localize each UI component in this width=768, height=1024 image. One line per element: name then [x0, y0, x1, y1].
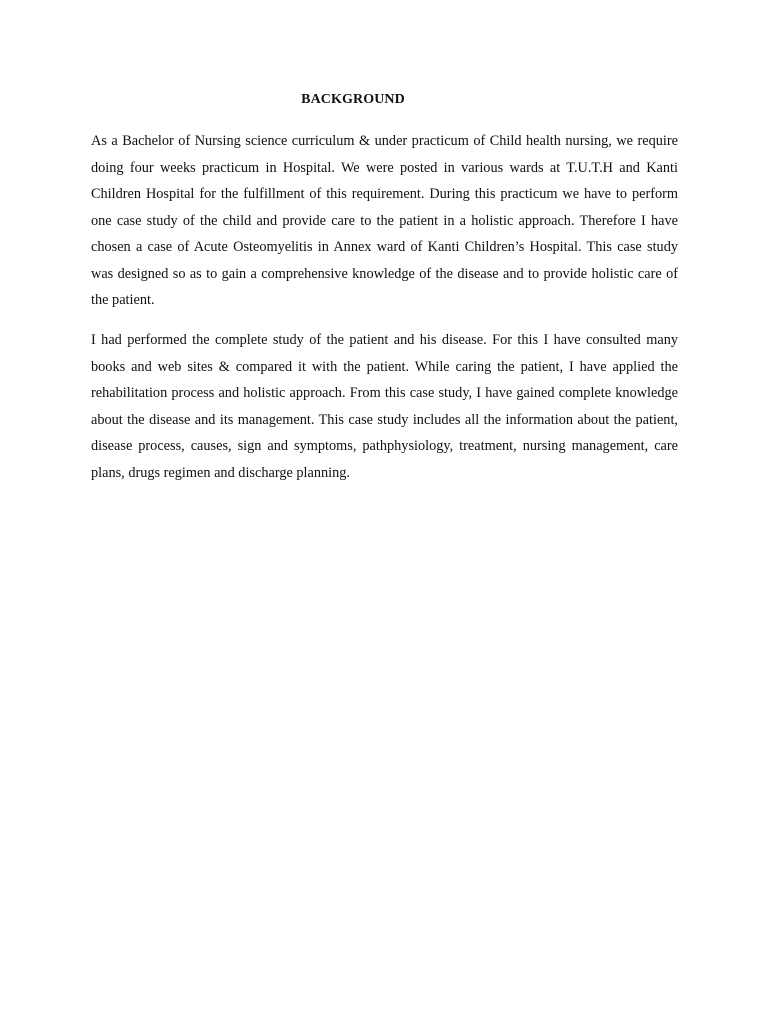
section-heading: BACKGROUND — [301, 92, 405, 107]
paragraph-study-summary — [91, 327, 678, 486]
paragraph-intro — [91, 128, 678, 314]
paragraph-text: As a Bachelor of Nursing science curriculum & under practicum of Child health nursing, we require doing four weeks practicum in Hospital. We were posted in various wards at T.U.T.H and Kanti Children Hospital for the fulfillment of this requirement. During this practicum we have to perform one case study of the child and provide care to the patient in a holistic approach. Therefore I have chosen a case of Acute Osteomyelitis in Annex ward of Kanti Children’s Hospital. This case study was designed so as to gain a comprehensive knowledge of the disease and to provide holistic care of the patient. — [91, 133, 678, 308]
paragraph-text: I had performed the complete study of the patient and his disease. For this I have consulted many books and web sites & compared it with the patient. While caring the patient, I have applied the rehabilitation process and holistic approach. From this case study, I have gained complete knowledge about the disease and its management. This case study includes all the information about the patient, disease process, causes, sign and symptoms, pathphysiology, treatment, nursing management, care plans, drugs regimen and discharge planning. — [91, 332, 678, 481]
